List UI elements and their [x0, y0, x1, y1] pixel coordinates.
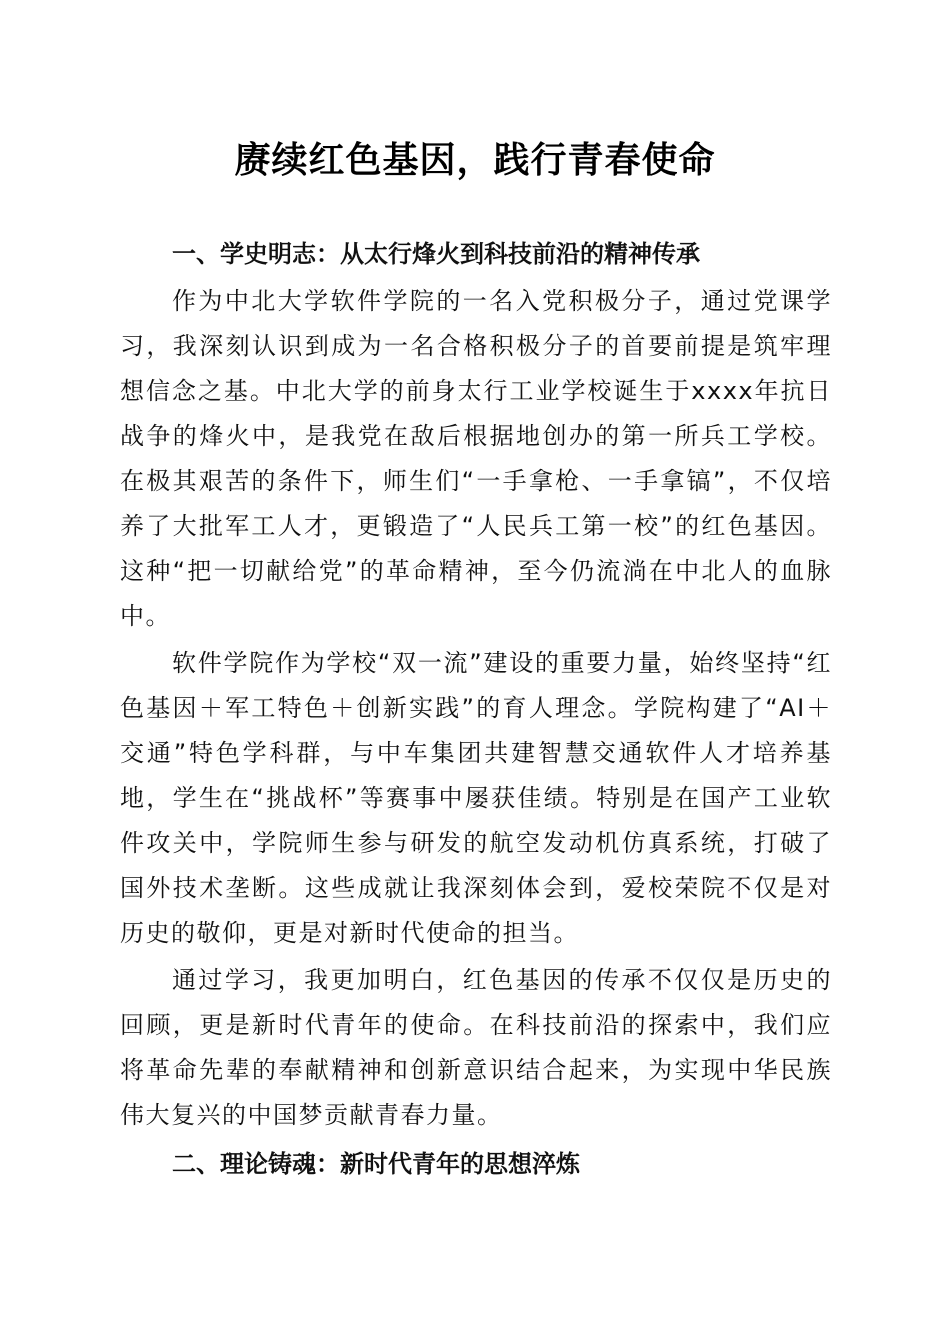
- paragraph-3: 通过学习，我更加明白，红色基因的传承不仅仅是历史的回顾，更是新时代青年的使命。在科技前沿的探索中，我们应将革命先辈的奉献精神和创新意识结合起来，为实现中华民族伟大复兴的中国梦贡献青春力量。: [120, 966, 832, 1129]
- section-heading-2: 二、理论铸魂：新时代青年的思想淬炼: [172, 1150, 580, 1178]
- document-title: 赓续红色基因，践行青春使命: [234, 139, 716, 181]
- document-body: [120, 232, 832, 1187]
- section-heading-1: 一、学史明志：从太行烽火到科技前沿的精神传承: [172, 240, 700, 268]
- paragraph-1: 作为中北大学软件学院的一名入党积极分子，通过党课学习，我深刻认识到成为一名合格积极分子的首要前提是筑牢理想信念之基。中北大学的前身太行工业学校诞生于xxxx年抗日战争的烽火中，是我党在敌后根据地创办的第一所兵工学校。在极其艰苦的条件下，师生们“一手拿枪、一手拿镐”，不仅培养了大批军工人才，更锻造了“人民兵工第一校”的红色基因。这种“把一切献给党”的革命精神，至今仍流淌在中北人的血脉中。: [120, 287, 832, 630]
- paragraph-2: 软件学院作为学校“双一流”建设的重要力量，始终坚持“红色基因＋军工特色＋创新实践”的育人理念。学院构建了“AI＋交通”特色学科群，与中车集团共建智慧交通软件人才培养基地，学生在“挑战杯”等赛事中屡获佳绩。特别是在国产工业软件攻关中，学院师生参与研发的航空发动机仿真系统，打破了国外技术垄断。这些成就让我深刻体会到，爱校荣院不仅是对历史的敬仰，更是对新时代使命的担当。: [120, 649, 832, 947]
